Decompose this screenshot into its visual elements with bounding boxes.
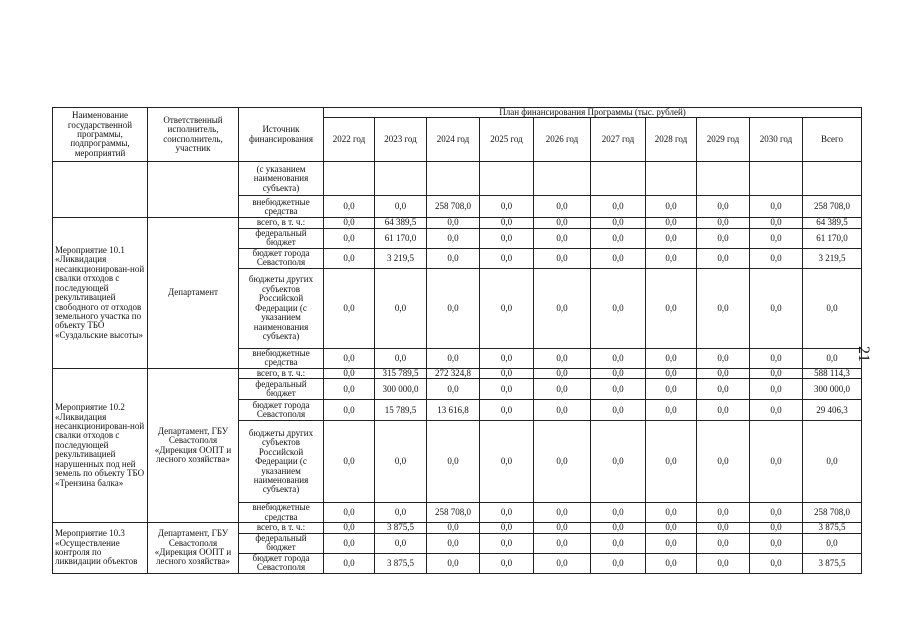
value-cell: 0,0 (646, 523, 697, 533)
value-cell: 0,0 (427, 248, 480, 268)
value-cell: 0,0 (480, 553, 534, 573)
value-cell: 0,0 (646, 268, 697, 348)
value-cell: 0,0 (324, 400, 375, 421)
value-cell: 258 708,0 (427, 503, 480, 523)
header-year: 2024 год (427, 118, 480, 162)
value-cell (480, 162, 534, 196)
value-cell: 0,0 (480, 379, 534, 400)
source-cell: федеральный бюджет (239, 379, 324, 400)
value-cell: 0,0 (534, 421, 591, 503)
value-cell: 0,0 (324, 248, 375, 268)
value-cell: 0,0 (750, 348, 803, 368)
value-cell: 0,0 (646, 400, 697, 421)
value-cell: 0,0 (646, 228, 697, 248)
value-cell: 61 170,0 (375, 228, 427, 248)
value-cell: 0,0 (646, 379, 697, 400)
source-cell: внебюджетные средства (239, 503, 324, 523)
value-cell: 0,0 (534, 228, 591, 248)
source-cell: (с указанием наименования субъекта) (239, 162, 324, 196)
value-cell: 3 875,5 (803, 523, 862, 533)
value-cell: 0,0 (480, 421, 534, 503)
header-year: Всего (803, 118, 862, 162)
value-cell: 0,0 (427, 533, 480, 553)
value-cell: 0,0 (646, 218, 697, 228)
header-year: 2023 год (375, 118, 427, 162)
value-cell: 64 389,5 (375, 218, 427, 228)
source-cell: всего, в т. ч.: (239, 523, 324, 533)
value-cell: 0,0 (750, 533, 803, 553)
value-cell: 0,0 (375, 348, 427, 368)
value-cell: 0,0 (375, 533, 427, 553)
header-year: 2022 год (324, 118, 375, 162)
value-cell: 0,0 (534, 368, 591, 378)
source-cell: бюджеты других субъектов Российской Федерации (с указанием наименования субъекта) (239, 268, 324, 348)
value-cell: 3 219,5 (803, 248, 862, 268)
value-cell: 0,0 (750, 196, 803, 218)
value-cell: 0,0 (697, 421, 750, 503)
value-cell: 0,0 (697, 196, 750, 218)
value-cell (375, 162, 427, 196)
value-cell: 0,0 (324, 268, 375, 348)
value-cell: 0,0 (750, 523, 803, 533)
value-cell: 0,0 (480, 218, 534, 228)
value-cell: 0,0 (697, 248, 750, 268)
value-cell: 272 324,8 (427, 368, 480, 378)
source-cell: федеральный бюджет (239, 228, 324, 248)
value-cell: 0,0 (591, 553, 646, 573)
value-cell: 0,0 (534, 533, 591, 553)
value-cell: 0,0 (534, 268, 591, 348)
measure-name: Мероприятие 10.1 «Ликвидация несанкционирован-ной свалки отходов с последующей рекультивацией свободного от отходов земельного участка по объекту ТБО «Суздальские высоты» (53, 218, 148, 368)
value-cell (750, 162, 803, 196)
value-cell: 64 389,5 (803, 218, 862, 228)
header-year: 2026 год (534, 118, 591, 162)
value-cell: 0,0 (750, 228, 803, 248)
value-cell: 3 875,5 (375, 553, 427, 573)
value-cell: 0,0 (324, 421, 375, 503)
value-cell: 0,0 (534, 400, 591, 421)
measure-name: Мероприятие 10.2 «Ликвидация несанкционирован-ной свалки отходов с последующей рекультивацией нарушенных под ней земель по объекту ТБО «Трензина балка» (53, 368, 148, 522)
value-cell: 0,0 (750, 368, 803, 378)
value-cell: 0,0 (803, 421, 862, 503)
value-cell: 0,0 (591, 218, 646, 228)
value-cell: 0,0 (591, 228, 646, 248)
header-name: Наименование государственной программы, подпрограммы, мероприятий (53, 108, 148, 162)
value-cell: 0,0 (534, 523, 591, 533)
value-cell: 0,0 (375, 503, 427, 523)
value-cell: 0,0 (480, 368, 534, 378)
value-cell: 0,0 (534, 348, 591, 368)
value-cell: 0,0 (324, 379, 375, 400)
value-cell: 0,0 (591, 533, 646, 553)
value-cell: 0,0 (534, 503, 591, 523)
value-cell: 0,0 (697, 268, 750, 348)
value-cell: 0,0 (427, 553, 480, 573)
value-cell: 0,0 (750, 421, 803, 503)
value-cell: 0,0 (591, 248, 646, 268)
measure-name: Мероприятие 10.3 «Осуществление контроля по ликвидации объектов (53, 523, 148, 573)
value-cell: 0,0 (427, 218, 480, 228)
value-cell: 3 875,5 (803, 553, 862, 573)
value-cell: 0,0 (324, 503, 375, 523)
value-cell: 0,0 (480, 503, 534, 523)
value-cell: 0,0 (427, 268, 480, 348)
value-cell: 0,0 (646, 421, 697, 503)
header-year: 2030 год (750, 118, 803, 162)
value-cell: 0,0 (324, 218, 375, 228)
carry-responsible-cell (148, 162, 239, 218)
value-cell: 0,0 (427, 523, 480, 533)
value-cell: 0,0 (697, 218, 750, 228)
value-cell (697, 162, 750, 196)
value-cell (427, 162, 480, 196)
value-cell: 0,0 (646, 503, 697, 523)
value-cell: 3 219,5 (375, 248, 427, 268)
value-cell: 0,0 (646, 533, 697, 553)
value-cell: 0,0 (591, 503, 646, 523)
value-cell: 0,0 (534, 379, 591, 400)
value-cell: 0,0 (697, 228, 750, 248)
value-cell: 0,0 (646, 368, 697, 378)
value-cell: 0,0 (591, 421, 646, 503)
value-cell: 0,0 (427, 228, 480, 248)
source-cell: бюджет города Севастополя (239, 400, 324, 421)
source-cell: всего, в т. ч.: (239, 368, 324, 378)
value-cell: 0,0 (324, 196, 375, 218)
value-cell: 300 000,0 (375, 379, 427, 400)
value-cell: 0,0 (750, 400, 803, 421)
value-cell: 0,0 (427, 348, 480, 368)
value-cell: 0,0 (534, 248, 591, 268)
value-cell: 61 170,0 (803, 228, 862, 248)
header-responsible: Ответственный исполнитель, соисполнитель, участник (148, 108, 239, 162)
value-cell: 0,0 (324, 348, 375, 368)
measure-responsible: Департамент, ГБУ Севастополя «Дирекция ООПТ и лесного хозяйства» (148, 523, 239, 573)
value-cell: 0,0 (803, 268, 862, 348)
value-cell: 0,0 (480, 196, 534, 218)
value-cell: 0,0 (591, 348, 646, 368)
value-cell: 15 789,5 (375, 400, 427, 421)
table-row (53, 162, 862, 196)
source-cell: федеральный бюджет (239, 533, 324, 553)
value-cell: 0,0 (646, 196, 697, 218)
value-cell: 0,0 (697, 523, 750, 533)
value-cell: 258 708,0 (803, 503, 862, 523)
value-cell: 0,0 (750, 503, 803, 523)
value-cell (324, 162, 375, 196)
value-cell: 0,0 (591, 368, 646, 378)
source-cell: бюджеты других субъектов Российской Федерации (с указанием наименования субъекта) (239, 421, 324, 503)
page-number: 21 (855, 346, 872, 362)
value-cell: 0,0 (324, 228, 375, 248)
value-cell: 13 616,8 (427, 400, 480, 421)
value-cell: 0,0 (480, 533, 534, 553)
value-cell: 0,0 (697, 368, 750, 378)
value-cell: 0,0 (480, 523, 534, 533)
value-cell: 0,0 (646, 348, 697, 368)
value-cell: 300 000,0 (803, 379, 862, 400)
value-cell: 0,0 (697, 503, 750, 523)
header-year: 2028 год (646, 118, 697, 162)
value-cell: 258 708,0 (427, 196, 480, 218)
value-cell: 0,0 (646, 553, 697, 573)
value-cell: 0,0 (427, 421, 480, 503)
financing-table (52, 107, 862, 574)
value-cell: 0,0 (697, 379, 750, 400)
value-cell: 0,0 (591, 268, 646, 348)
value-cell: 0,0 (375, 268, 427, 348)
value-cell: 0,0 (375, 196, 427, 218)
value-cell: 0,0 (324, 553, 375, 573)
table-row (53, 523, 862, 533)
value-cell: 0,0 (750, 553, 803, 573)
source-cell: бюджет города Севастополя (239, 248, 324, 268)
header-year: 2029 год (697, 118, 750, 162)
value-cell: 3 875,5 (375, 523, 427, 533)
value-cell: 0,0 (534, 196, 591, 218)
header-source: Источник финансирования (239, 108, 324, 162)
header-plan: План финансирования Программы (тыс. рублей) (324, 108, 862, 118)
value-cell: 0,0 (697, 553, 750, 573)
value-cell: 0,0 (591, 400, 646, 421)
value-cell: 0,0 (750, 268, 803, 348)
value-cell: 0,0 (803, 348, 862, 368)
header-year: 2025 год (480, 118, 534, 162)
table-body (53, 162, 862, 573)
value-cell: 0,0 (697, 348, 750, 368)
value-cell: 0,0 (427, 379, 480, 400)
carry-name-cell (53, 162, 148, 218)
value-cell (803, 162, 862, 196)
source-cell: бюджет города Севастополя (239, 553, 324, 573)
value-cell: 0,0 (591, 523, 646, 533)
header-year: 2027 год (591, 118, 646, 162)
value-cell: 0,0 (480, 268, 534, 348)
value-cell: 0,0 (480, 248, 534, 268)
value-cell: 0,0 (803, 533, 862, 553)
value-cell: 0,0 (697, 400, 750, 421)
value-cell: 315 789,5 (375, 368, 427, 378)
value-cell: 0,0 (534, 218, 591, 228)
value-cell: 0,0 (480, 348, 534, 368)
value-cell (646, 162, 697, 196)
measure-responsible: Департамент (148, 218, 239, 368)
value-cell: 0,0 (750, 379, 803, 400)
source-cell: внебюджетные средства (239, 196, 324, 218)
value-cell: 0,0 (591, 196, 646, 218)
table-row (53, 368, 862, 378)
value-cell: 29 406,3 (803, 400, 862, 421)
value-cell: 0,0 (646, 248, 697, 268)
value-cell: 0,0 (591, 379, 646, 400)
table-row (53, 218, 862, 228)
value-cell: 0,0 (697, 533, 750, 553)
value-cell (534, 162, 591, 196)
value-cell: 0,0 (750, 218, 803, 228)
value-cell: 0,0 (324, 523, 375, 533)
source-cell: всего, в т. ч.: (239, 218, 324, 228)
value-cell: 0,0 (480, 400, 534, 421)
value-cell (591, 162, 646, 196)
source-cell: внебюджетные средства (239, 348, 324, 368)
value-cell: 0,0 (534, 553, 591, 573)
value-cell: 0,0 (324, 533, 375, 553)
value-cell: 0,0 (375, 421, 427, 503)
value-cell: 0,0 (750, 248, 803, 268)
value-cell: 588 114,3 (803, 368, 862, 378)
value-cell: 258 708,0 (803, 196, 862, 218)
measure-responsible: Департамент, ГБУ Севастополя «Дирекция ООПТ и лесного хозяйства» (148, 368, 239, 522)
value-cell: 0,0 (324, 368, 375, 378)
value-cell: 0,0 (480, 228, 534, 248)
table-header (53, 108, 862, 162)
